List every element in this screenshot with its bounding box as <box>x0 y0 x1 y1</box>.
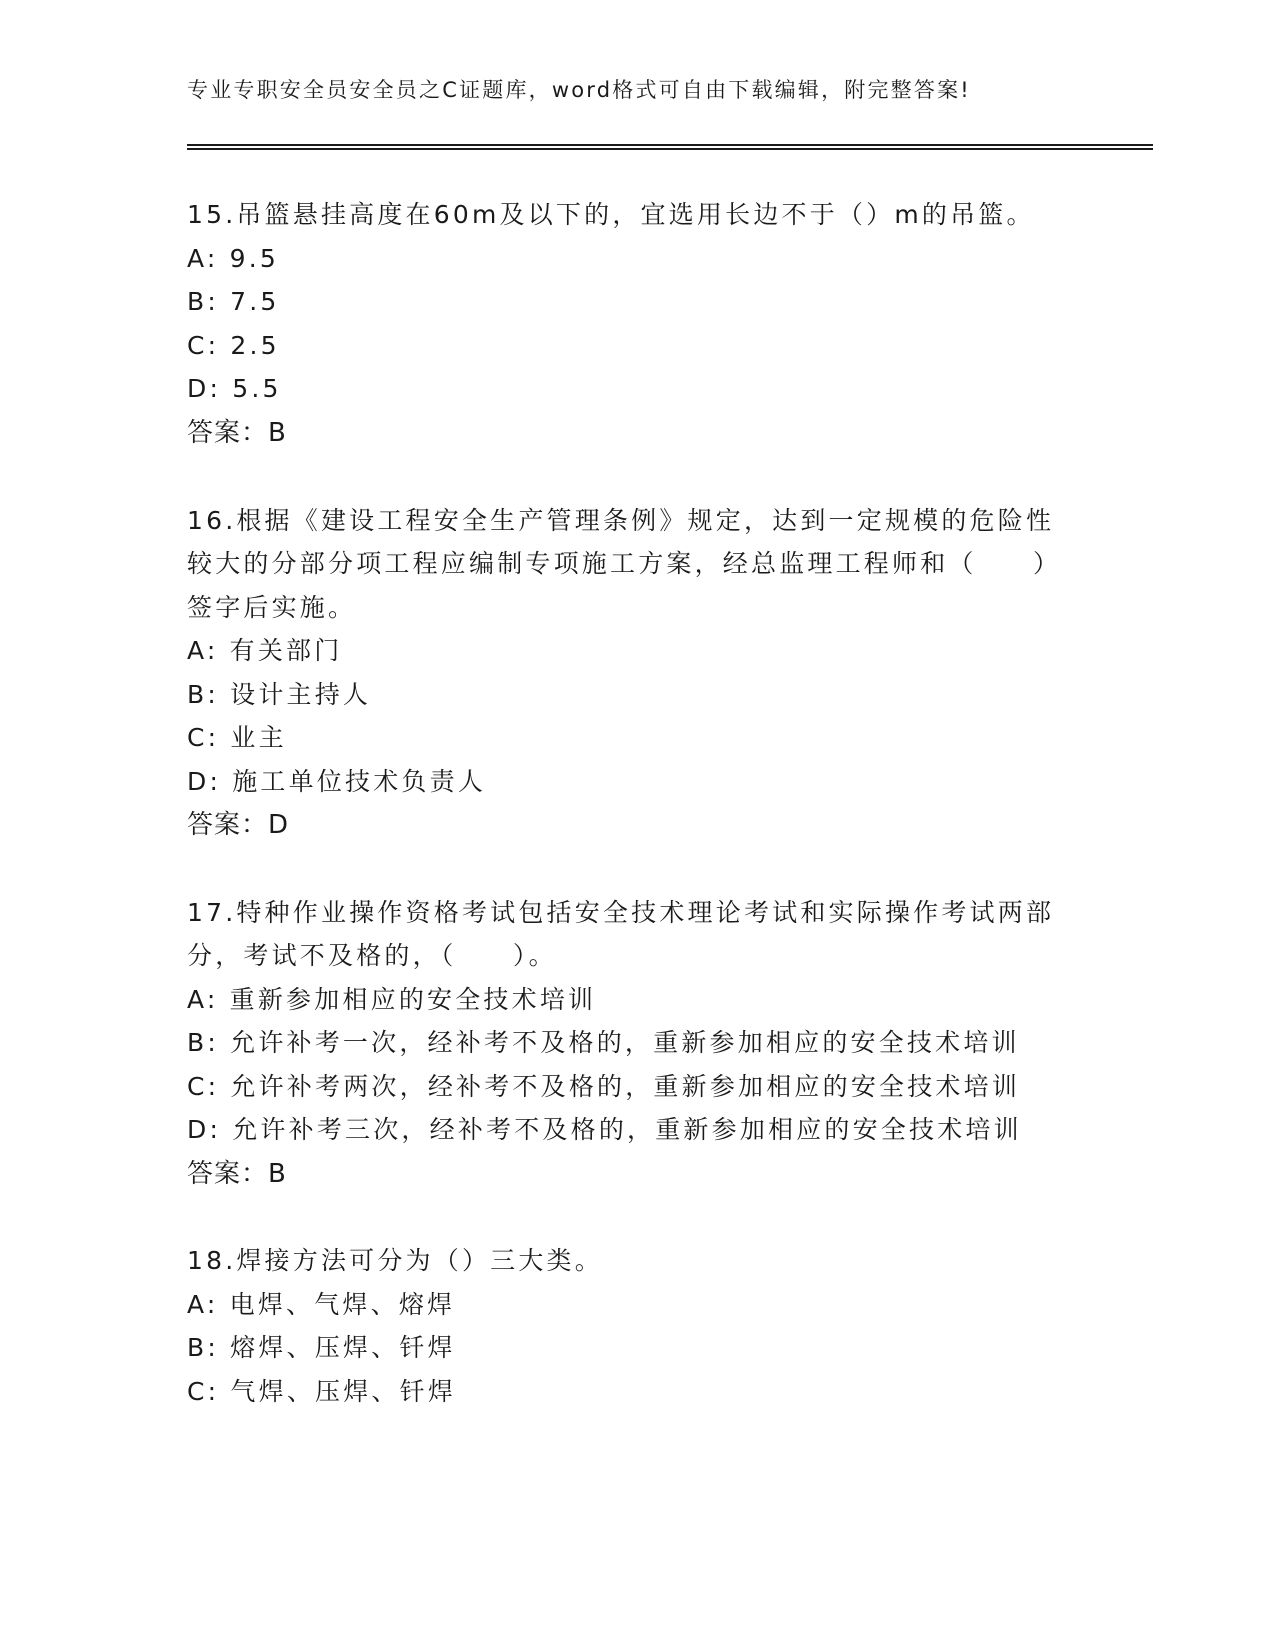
option-c: C: 允许补考两次，经补考不及格的，重新参加相应的安全技术培训 <box>187 1072 1021 1101</box>
answer: 答案：B <box>187 1159 287 1189</box>
question-stem: 15.吊篮悬挂高度在60m及以下的，宜选用长边不于（）m的吊篮。 <box>187 200 1035 229</box>
option-a: A: 9.5 <box>187 244 279 273</box>
question-stem: 分，考试不及格的，（ ）。 <box>187 941 557 970</box>
question-stem: 签字后实施。 <box>187 593 357 622</box>
question-stem: 16.根据《建设工程安全生产管理条例》规定，达到一定规模的危险性 <box>187 506 1055 535</box>
option-a: A: 重新参加相应的安全技术培训 <box>187 985 597 1014</box>
option-c: C: 2.5 <box>187 331 280 360</box>
answer: 答案：D <box>187 810 290 840</box>
answer: 答案：B <box>187 418 287 448</box>
page-header: 专业专职安全员安全员之C证题库，word格式可自由下载编辑，附完整答案! <box>187 78 971 102</box>
option-c: C: 气焊、压焊、钎焊 <box>187 1377 457 1406</box>
option-d: D: 5.5 <box>187 374 282 403</box>
option-b: B: 允许补考一次，经补考不及格的，重新参加相应的安全技术培训 <box>187 1028 1020 1057</box>
question-stem: 18.焊接方法可分为（）三大类。 <box>187 1246 603 1275</box>
question-stem: 17.特种作业操作资格考试包括安全技术理论考试和实际操作考试两部 <box>187 898 1055 927</box>
option-b: B: 设计主持人 <box>187 680 372 709</box>
option-d: D: 施工单位技术负责人 <box>187 767 487 796</box>
option-b: B: 熔焊、压焊、钎焊 <box>187 1333 456 1362</box>
option-a: A: 有关部门 <box>187 636 343 665</box>
option-b: B: 7.5 <box>187 287 280 316</box>
header-divider <box>187 144 1153 150</box>
option-a: A: 电焊、气焊、熔焊 <box>187 1290 456 1319</box>
option-d: D: 允许补考三次，经补考不及格的，重新参加相应的安全技术培训 <box>187 1115 1022 1144</box>
question-stem: 较大的分部分项工程应编制专项施工方案，经总监理工程师和（ ） <box>187 549 1062 578</box>
option-c: C: 业主 <box>187 723 287 752</box>
